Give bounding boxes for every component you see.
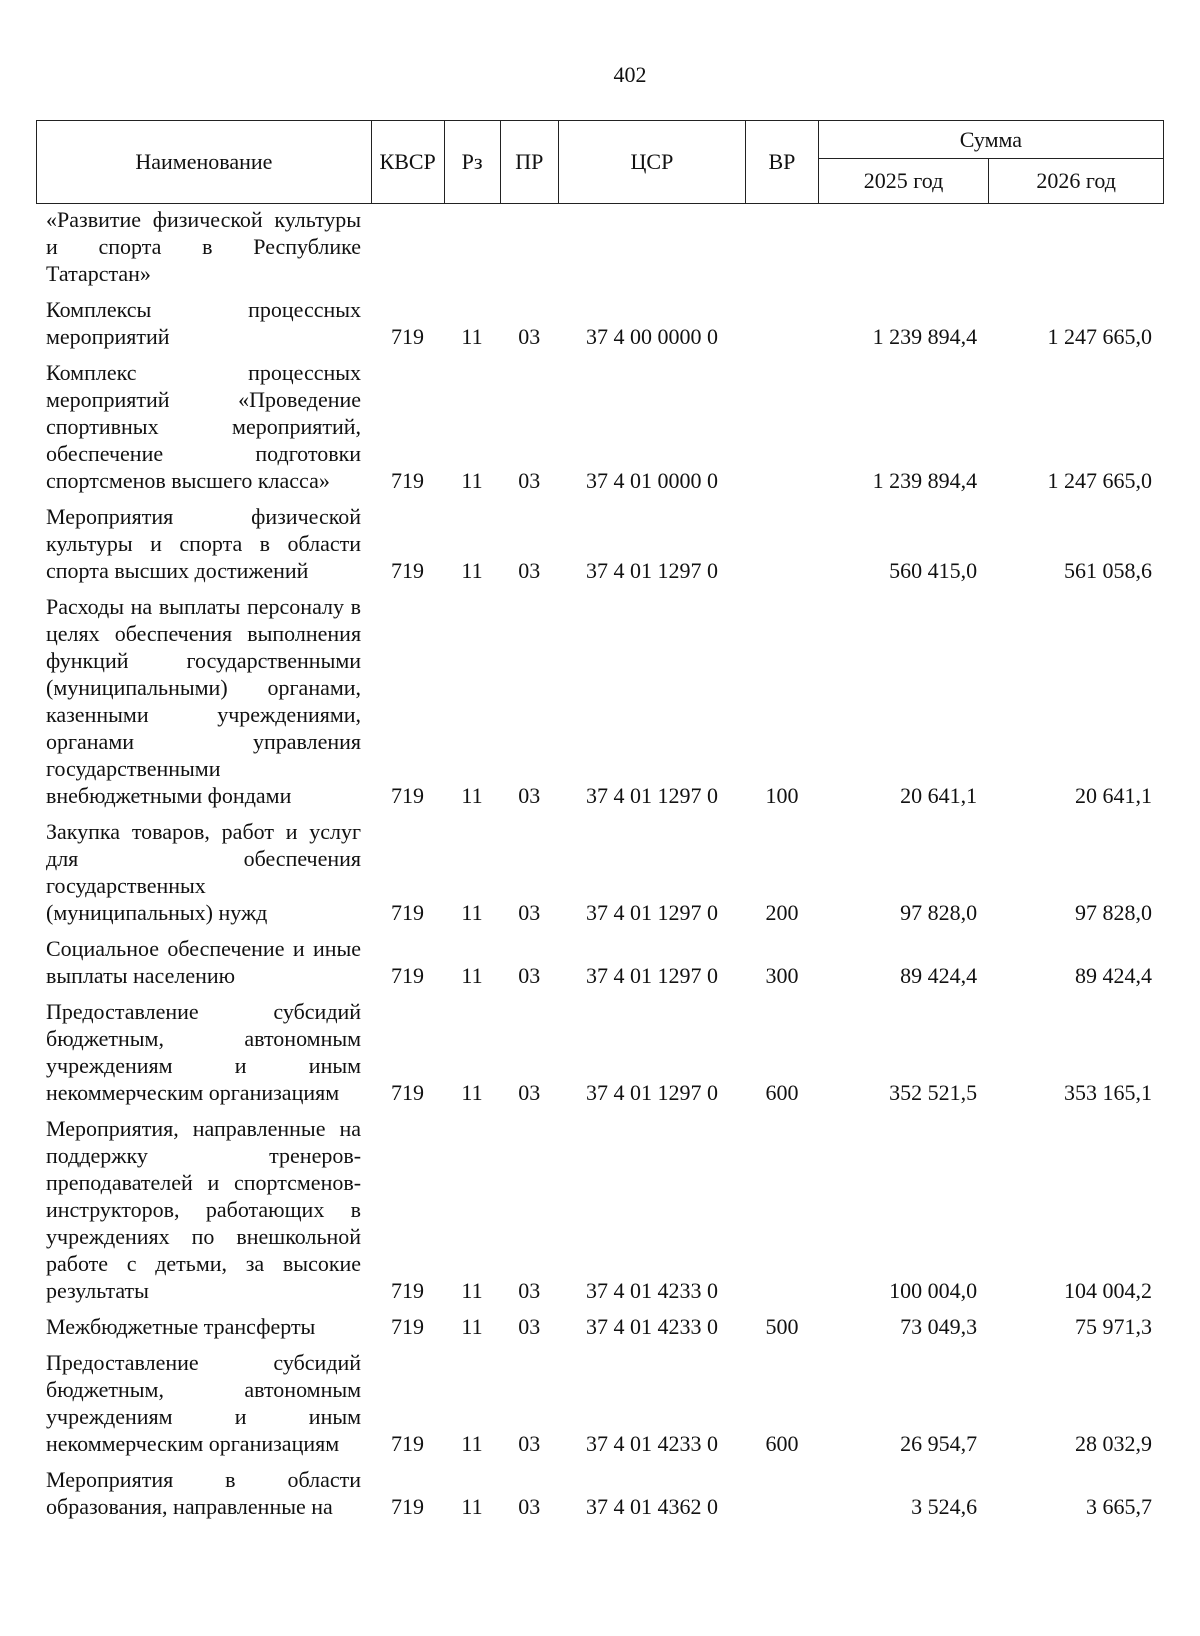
cell-name: Мероприятия в области образования, направленные на	[46, 1467, 362, 1519]
table-row	[36, 1313, 1164, 1349]
cell-pr: 03	[518, 324, 541, 349]
cell-sum-2025: 1 239 894,4	[872, 468, 978, 493]
cell-pr: 03	[518, 1431, 541, 1456]
table-row	[36, 593, 1164, 818]
table-row	[36, 998, 1164, 1115]
page-number: 402	[613, 62, 647, 87]
table-row	[36, 1115, 1164, 1313]
header-name: Наименование	[37, 121, 372, 204]
cell-name: Расходы на выплаты персоналу в целях обеспечения выполнения функций государственными (муниципальными) органами, казенными учреждениями, органами управления государственными внебюджетными фондами	[46, 594, 362, 808]
cell-name: «Развитие физической культуры и спорта в Республике Татарстан»	[46, 207, 362, 286]
header-sum: Сумма	[818, 121, 1163, 159]
cell-sum-2025	[818, 206, 989, 296]
cell-csr	[558, 206, 745, 296]
cell-vr: 200	[765, 900, 799, 925]
cell-pr: 03	[518, 1494, 541, 1519]
cell-sum-2025: 3 524,6	[911, 1494, 978, 1519]
cell-csr: 37 4 01 0000 0	[585, 468, 718, 493]
cell-pr: 03	[518, 468, 541, 493]
cell-sum-2026: 561 058,6	[1064, 558, 1152, 583]
cell-sum-2025: 73 049,3	[900, 1314, 978, 1339]
cell-rz: 11	[461, 324, 483, 349]
header-csr: ЦСР	[558, 121, 745, 204]
table-header	[36, 120, 1164, 204]
cell-sum-2025: 20 641,1	[900, 783, 978, 808]
cell-csr: 37 4 00 0000 0	[585, 324, 718, 349]
cell-kvsr: 719	[390, 963, 424, 988]
cell-csr: 37 4 01 1297 0	[585, 900, 718, 925]
cell-pr	[500, 206, 558, 296]
cell-vr	[746, 359, 819, 503]
cell-pr: 03	[518, 963, 541, 988]
cell-name: Мероприятия физической культуры и спорта в области спорта высших достижений	[46, 504, 362, 583]
cell-sum-2025: 89 424,4	[900, 963, 978, 988]
header-year-2026: 2026 год	[989, 159, 1164, 204]
cell-sum-2026: 97 828,0	[1075, 900, 1152, 925]
cell-name: Закупка товаров, работ и услуг для обеспечения государственных (муниципальных) нужд	[46, 819, 362, 925]
cell-sum-2026: 353 165,1	[1064, 1080, 1152, 1105]
cell-rz: 11	[461, 1080, 483, 1105]
cell-vr	[746, 1466, 819, 1529]
cell-csr: 37 4 01 1297 0	[585, 783, 718, 808]
cell-vr	[746, 503, 819, 593]
cell-csr: 37 4 01 4362 0	[585, 1494, 718, 1519]
header-kvsr: КВСР	[371, 121, 444, 204]
cell-kvsr: 719	[390, 900, 424, 925]
table-row	[36, 935, 1164, 998]
cell-sum-2026: 1 247 665,0	[1047, 324, 1152, 349]
cell-name: Мероприятия, направленные на поддержку тренеров-преподавателей и спортсменов-инструкторов, работающих в учреждениях по внешкольной работе с детьми, за высокие результаты	[46, 1116, 362, 1303]
cell-name: Межбюджетные трансферты	[46, 1314, 316, 1339]
table-row	[36, 1349, 1164, 1466]
cell-rz: 11	[461, 468, 483, 493]
cell-csr: 37 4 01 1297 0	[585, 558, 718, 583]
cell-rz: 11	[461, 1431, 483, 1456]
cell-sum-2025: 26 954,7	[900, 1431, 978, 1456]
cell-csr: 37 4 01 1297 0	[585, 1080, 718, 1105]
cell-rz: 11	[461, 963, 483, 988]
table-row	[36, 818, 1164, 935]
table-row	[36, 503, 1164, 593]
header-year-2025: 2025 год	[818, 159, 989, 204]
cell-name: Предоставление субсидий бюджетным, автономным учреждениям и иным некоммерческим организациям	[46, 999, 362, 1105]
cell-rz: 11	[461, 1278, 483, 1303]
table-row	[36, 1466, 1164, 1529]
header-pr: ПР	[500, 121, 558, 204]
table-row	[36, 359, 1164, 503]
cell-sum-2026	[989, 206, 1164, 296]
table-row	[36, 296, 1164, 359]
cell-kvsr: 719	[390, 783, 424, 808]
cell-name: Социальное обеспечение и иные выплаты населению	[46, 936, 362, 988]
cell-vr: 100	[765, 783, 799, 808]
cell-sum-2025: 1 239 894,4	[872, 324, 978, 349]
cell-sum-2026: 75 971,3	[1075, 1314, 1152, 1339]
cell-kvsr: 719	[390, 1314, 424, 1339]
cell-sum-2025: 560 415,0	[889, 558, 978, 583]
cell-pr: 03	[518, 1278, 541, 1303]
cell-pr: 03	[518, 900, 541, 925]
cell-sum-2026: 28 032,9	[1075, 1431, 1152, 1456]
cell-pr: 03	[518, 558, 541, 583]
header-vr: ВР	[746, 121, 819, 204]
cell-sum-2026: 3 665,7	[1086, 1494, 1152, 1519]
cell-rz: 11	[461, 558, 483, 583]
cell-vr: 300	[765, 963, 799, 988]
cell-name: Предоставление субсидий бюджетным, автономным учреждениям и иным некоммерческим организациям	[46, 1350, 362, 1456]
cell-kvsr: 719	[390, 1278, 424, 1303]
cell-csr: 37 4 01 4233 0	[585, 1431, 718, 1456]
cell-rz	[444, 206, 500, 296]
table-row	[36, 206, 1164, 296]
cell-vr	[746, 296, 819, 359]
cell-sum-2025: 97 828,0	[900, 900, 978, 925]
cell-kvsr: 719	[390, 558, 424, 583]
cell-name: Комплексы процессных мероприятий	[46, 297, 362, 349]
cell-kvsr: 719	[390, 1080, 424, 1105]
cell-kvsr: 719	[390, 468, 424, 493]
cell-name: Комплекс процессных мероприятий «Проведение спортивных мероприятий, обеспечение подготовки спортсменов высшего класса»	[46, 360, 362, 493]
cell-csr: 37 4 01 4233 0	[585, 1278, 718, 1303]
cell-kvsr: 719	[390, 1431, 424, 1456]
cell-vr	[746, 1115, 819, 1313]
cell-sum-2026: 1 247 665,0	[1047, 468, 1152, 493]
cell-kvsr: 719	[390, 1494, 424, 1519]
cell-vr: 600	[765, 1080, 799, 1105]
cell-vr: 500	[765, 1314, 799, 1339]
cell-rz: 11	[461, 783, 483, 808]
cell-pr: 03	[518, 1080, 541, 1105]
header-rz: Рз	[444, 121, 500, 204]
cell-vr	[746, 206, 819, 296]
cell-sum-2026: 89 424,4	[1075, 963, 1152, 988]
table-body	[36, 206, 1164, 1529]
cell-sum-2026: 104 004,2	[1064, 1278, 1152, 1303]
cell-kvsr: 719	[390, 324, 424, 349]
cell-rz: 11	[461, 1314, 483, 1339]
cell-csr: 37 4 01 4233 0	[585, 1314, 718, 1339]
cell-rz: 11	[461, 1494, 483, 1519]
cell-pr: 03	[518, 1314, 541, 1339]
cell-sum-2025: 352 521,5	[889, 1080, 978, 1105]
cell-pr: 03	[518, 783, 541, 808]
cell-kvsr	[371, 206, 444, 296]
cell-csr: 37 4 01 1297 0	[585, 963, 718, 988]
cell-rz: 11	[461, 900, 483, 925]
cell-vr: 600	[765, 1431, 799, 1456]
cell-sum-2026: 20 641,1	[1075, 783, 1152, 808]
cell-sum-2025: 100 004,0	[889, 1278, 978, 1303]
